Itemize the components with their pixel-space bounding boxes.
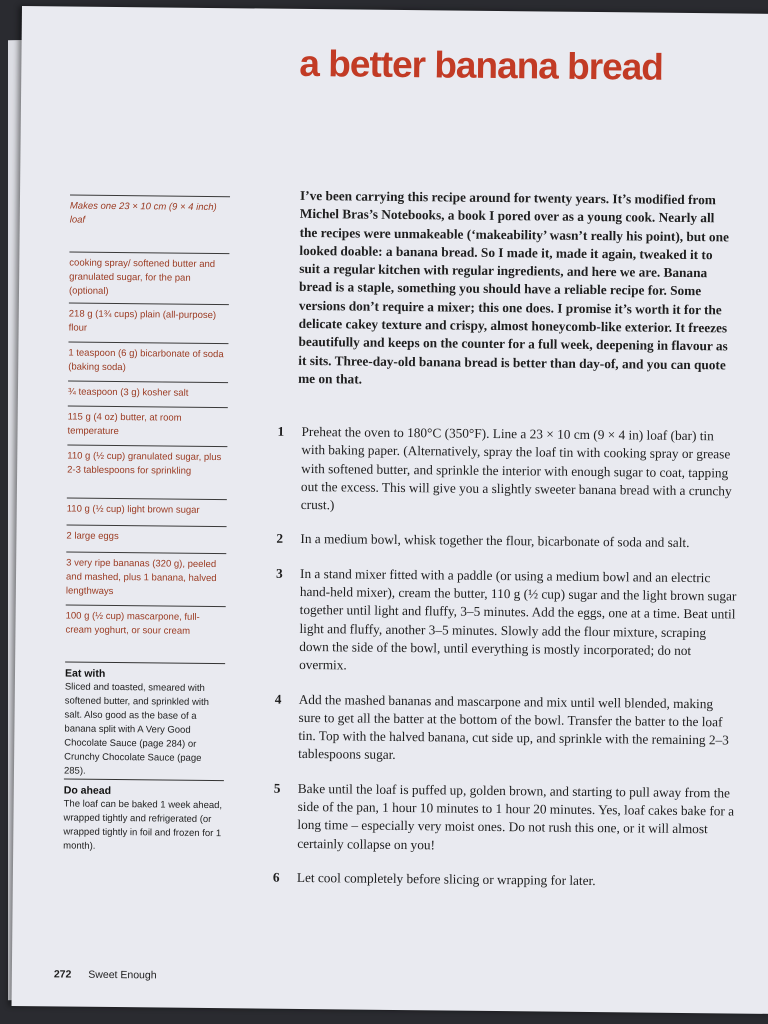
step-text: Bake until the loaf is puffed up, golden brown, and starting to pull away from the side of the pan, 1 hour 10 minutes to 1 hour 20 minutes. Yes, loaf cakes bake for a long time – especially very moist ones. Do not rush this one, or it will almost certainly collapse on you! (297, 780, 735, 853)
book-title: Sweet Enough (88, 968, 157, 982)
ingredients-sidebar (63, 195, 230, 856)
step-text: In a stand mixer fitted with a paddle (or using a medium bowl and an electric hand-held mixer), cream the butter, 110 g (½ cup) sugar and the light brown sugar together until light and fluffy, 3–5 minutes. Add the eggs, one at a time. Beat until light and fluffy, another 3–5 minutes. Slowly add the flour mixture, scraping down the side of the bowl, until everything is mostly incorporated; do not overmix. (299, 565, 737, 673)
recipe-title: a better banana bread (299, 42, 664, 88)
do-ahead-heading: Do ahead (63, 784, 112, 797)
method-step (275, 564, 738, 679)
step-number: 5 (273, 780, 281, 796)
step-text: Let cool completely before slicing or wrapping for later. (296, 869, 596, 888)
ingredient-item: 110 g (½ cup) light brown sugar (67, 497, 227, 526)
ingredient-item: 115 g (4 oz) butter, at room temperature (67, 406, 227, 447)
eat-with-text: Sliced and toasted, smeared with softened butter, and sprinkled with salt. Also good as the base of a banana split with A Very Good Chocolate Sauce (page 284) or Crunchy Chocolate Sauce (page 285). (63, 681, 209, 777)
do-ahead-box (63, 778, 224, 855)
do-ahead-text: The loaf can be baked 1 week ahead, wrapped tightly and refrigerated (or wrapped tightly in foil and frozen for 1 month). (63, 798, 223, 852)
book-page (12, 6, 768, 1014)
method-step (274, 690, 737, 768)
step-number: 1 (277, 423, 285, 439)
method-step (276, 530, 738, 553)
ingredient-item: 1 teaspoon (6 g) bicarbonate of soda (baking soda) (68, 342, 228, 383)
step-number: 3 (275, 565, 283, 581)
method-step (273, 869, 735, 892)
eat-with-box (64, 661, 225, 780)
step-text: In a medium bowl, whisk together the flour, bicarbonate of soda and salt. (300, 531, 690, 551)
step-number: 2 (276, 531, 284, 547)
step-number: 4 (274, 691, 282, 707)
ingredient-item: 218 g (1¾ cups) plain (all-purpose) flour (68, 303, 228, 344)
page-number: 272 (53, 968, 72, 981)
page-footer (54, 968, 157, 981)
ingredient-item: 100 g (½ cup) mascarpone, full-cream yoghurt, or sour cream (65, 604, 226, 663)
step-text: Preheat the oven to 180°C (350°F). Line a 23 × 10 cm (9 × 4 in) loaf (bar) tin with baking paper. (Alternatively, spray the loaf tin with cooking spray or grease with softened butter, and sprinkle the interior with enough sugar to coat, tapping out the excess. This will give you a slightly sweeter banana bread with a crunchy crust.) (300, 423, 732, 513)
method-steps (273, 423, 740, 892)
eat-with-heading: Eat with (64, 667, 106, 680)
step-number: 6 (272, 869, 280, 885)
method-step (277, 423, 740, 519)
step-text: Add the mashed bananas and mascarpone and mix until well blended, making sure to get all the batter at the bottom of the bowl. Transfer the batter to the loaf tin. Top with the halved banana, cut side up, and sprinkle with the remaining 2–3 tablespoons sugar. (298, 691, 729, 763)
yield-line: Makes one 23 × 10 cm (9 × 4 inch) loaf (69, 195, 230, 254)
ingredient-item: 3 very ripe bananas (320 g), peeled and mashed, plus 1 banana, halved lengthways (66, 551, 227, 606)
ingredient-item: ¾ teaspoon (3 g) kosher salt (68, 381, 228, 408)
ingredient-item: cooking spray/ softened butter and granulated sugar, for the pan (optional) (69, 252, 230, 305)
ingredient-item: 2 large eggs (66, 524, 226, 553)
method-step (273, 779, 736, 857)
ingredient-item: 110 g (½ cup) granulated sugar, plus 2-3 tablespoons for sprinkling (67, 444, 228, 499)
intro-paragraph: I’ve been carrying this recipe around for twenty years. It’s modified from Michel Bras’s Notebooks, a book I pored over as a young cook. Nearly all the recipes were unmakeable (‘makeability’ wasn’t really his point), but one looked doable: a banana bread. So I made it, made it again, tweaked it to suit a regular kitchen with regular ingredients, and here we are. Banana bread is a staple, something you should have a reliable recipe for. Some versions don’t require a mixer; this one does. I promise it’s worth it for the delicate cakey texture and crispy, almost honeycomb-like exterior. It freezes beautifully and keeps on the counter for a full week, deepening in flavour as it sits. Three-day-old banana bread is better than day-of, and you can quote me on that. (298, 187, 730, 387)
